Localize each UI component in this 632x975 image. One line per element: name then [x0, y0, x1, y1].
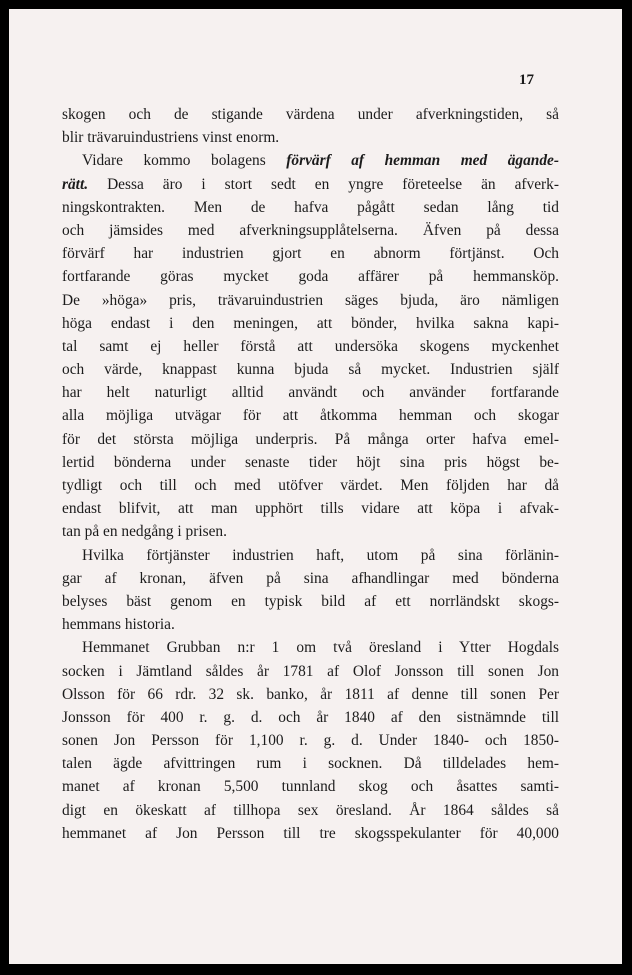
- body-text: [62, 103, 559, 845]
- emphasis-text: rätt.: [62, 175, 89, 193]
- text-line: förvärf har industrien gjort en abnorm förtjänst. Och: [62, 245, 559, 263]
- text-line: för det största möjliga underpris. På många orter hafva emel-: [62, 430, 559, 448]
- text-line: Hemmanet Grubban n:r 1 om två öresland i Ytter Hogdals: [82, 639, 559, 657]
- text-line: gar af kronan, äfven på sina afhandlingar med bönderna: [62, 569, 559, 587]
- text-line: De »höga» pris, trävaruindustrien säges bjuda, äro nämligen: [62, 291, 559, 309]
- page-number: 17: [519, 72, 534, 88]
- text-line: blir trävaruindustriens vinst enorm.: [62, 129, 280, 147]
- text-line: tal samt ej heller förstå att undersöka skogens myckenhet: [62, 337, 559, 355]
- text-line: lertid bönderna under senaste tider höjt sina pris högst be-: [62, 453, 559, 471]
- text-line: endast blifvit, att man upphört tills vidare att köpa i afvak-: [62, 500, 559, 518]
- text-run: Vidare kommo bolagens: [82, 152, 287, 170]
- text-line: digt en ökeskatt af tillhopa sex öresland. År 1864 såldes så: [62, 801, 559, 819]
- text-line: skogen och de stigande värdena under afverkningstiden, så: [62, 106, 559, 123]
- text-line: hemmanet af Jon Persson till tre skogsspekulanter för 40,000: [62, 824, 559, 842]
- text-line: Olsson för 66 rdr. 32 sk. banko, år 1811 af denne till sonen Per: [62, 685, 559, 703]
- text-line: och jämsides med afverkningsupplåtelserna. Äfven på dessa: [62, 221, 559, 239]
- text-line: ningskontrakten. Men de hafva pågått sedan lång tid: [62, 198, 559, 216]
- text-line: Jonsson för 400 r. g. d. och år 1840 af den sistnämnde till: [62, 708, 559, 726]
- text-line: tan på en nedgång i prisen.: [62, 523, 227, 541]
- text-run: Dessa äro i stort sedt en yngre företeelse än afverk-: [88, 175, 559, 193]
- text-line: hemmans historia.: [62, 616, 175, 634]
- text-line: och värde, knappast kunna bjuda så mycket. Industrien själf: [62, 361, 559, 379]
- text-line: [62, 173, 559, 196]
- text-line: höga endast i den meningen, att bönder, hvilka sakna kapi-: [62, 314, 559, 332]
- text-line: [62, 149, 559, 172]
- text-line: har helt naturligt alltid användt och använder fortfarande: [62, 384, 559, 402]
- text-line: manet af kronan 5,500 tunnland skog och åsattes samti-: [62, 778, 559, 796]
- text-line: sonen Jon Persson för 1,100 r. g. d. Under 1840- och 1850-: [62, 732, 559, 750]
- text-line: talen ägde afvittringen rum i socknen. Då tilldelades hem-: [62, 755, 559, 773]
- emphasis-text: förvärf af hemman med ägande-: [286, 152, 559, 170]
- text-line: tydligt och till och med utöfver värdet. Men följden har då: [62, 477, 559, 494]
- text-line: socken i Jämtland såldes år 1781 af Olof Jonsson till sonen Jon: [62, 662, 559, 680]
- text-line: Hvilka förtjänster industrien haft, utom på sina förlänin-: [82, 546, 559, 564]
- text-line: alla möjliga utvägar för att åtkomma hemman och skogar: [62, 407, 559, 425]
- text-line: fortfarande göras mycket goda affärer på hemmansköp.: [62, 268, 559, 286]
- text-line: belyses bäst genom en typisk bild af ett norrländskt skogs-: [62, 592, 559, 610]
- book-page: [9, 9, 622, 964]
